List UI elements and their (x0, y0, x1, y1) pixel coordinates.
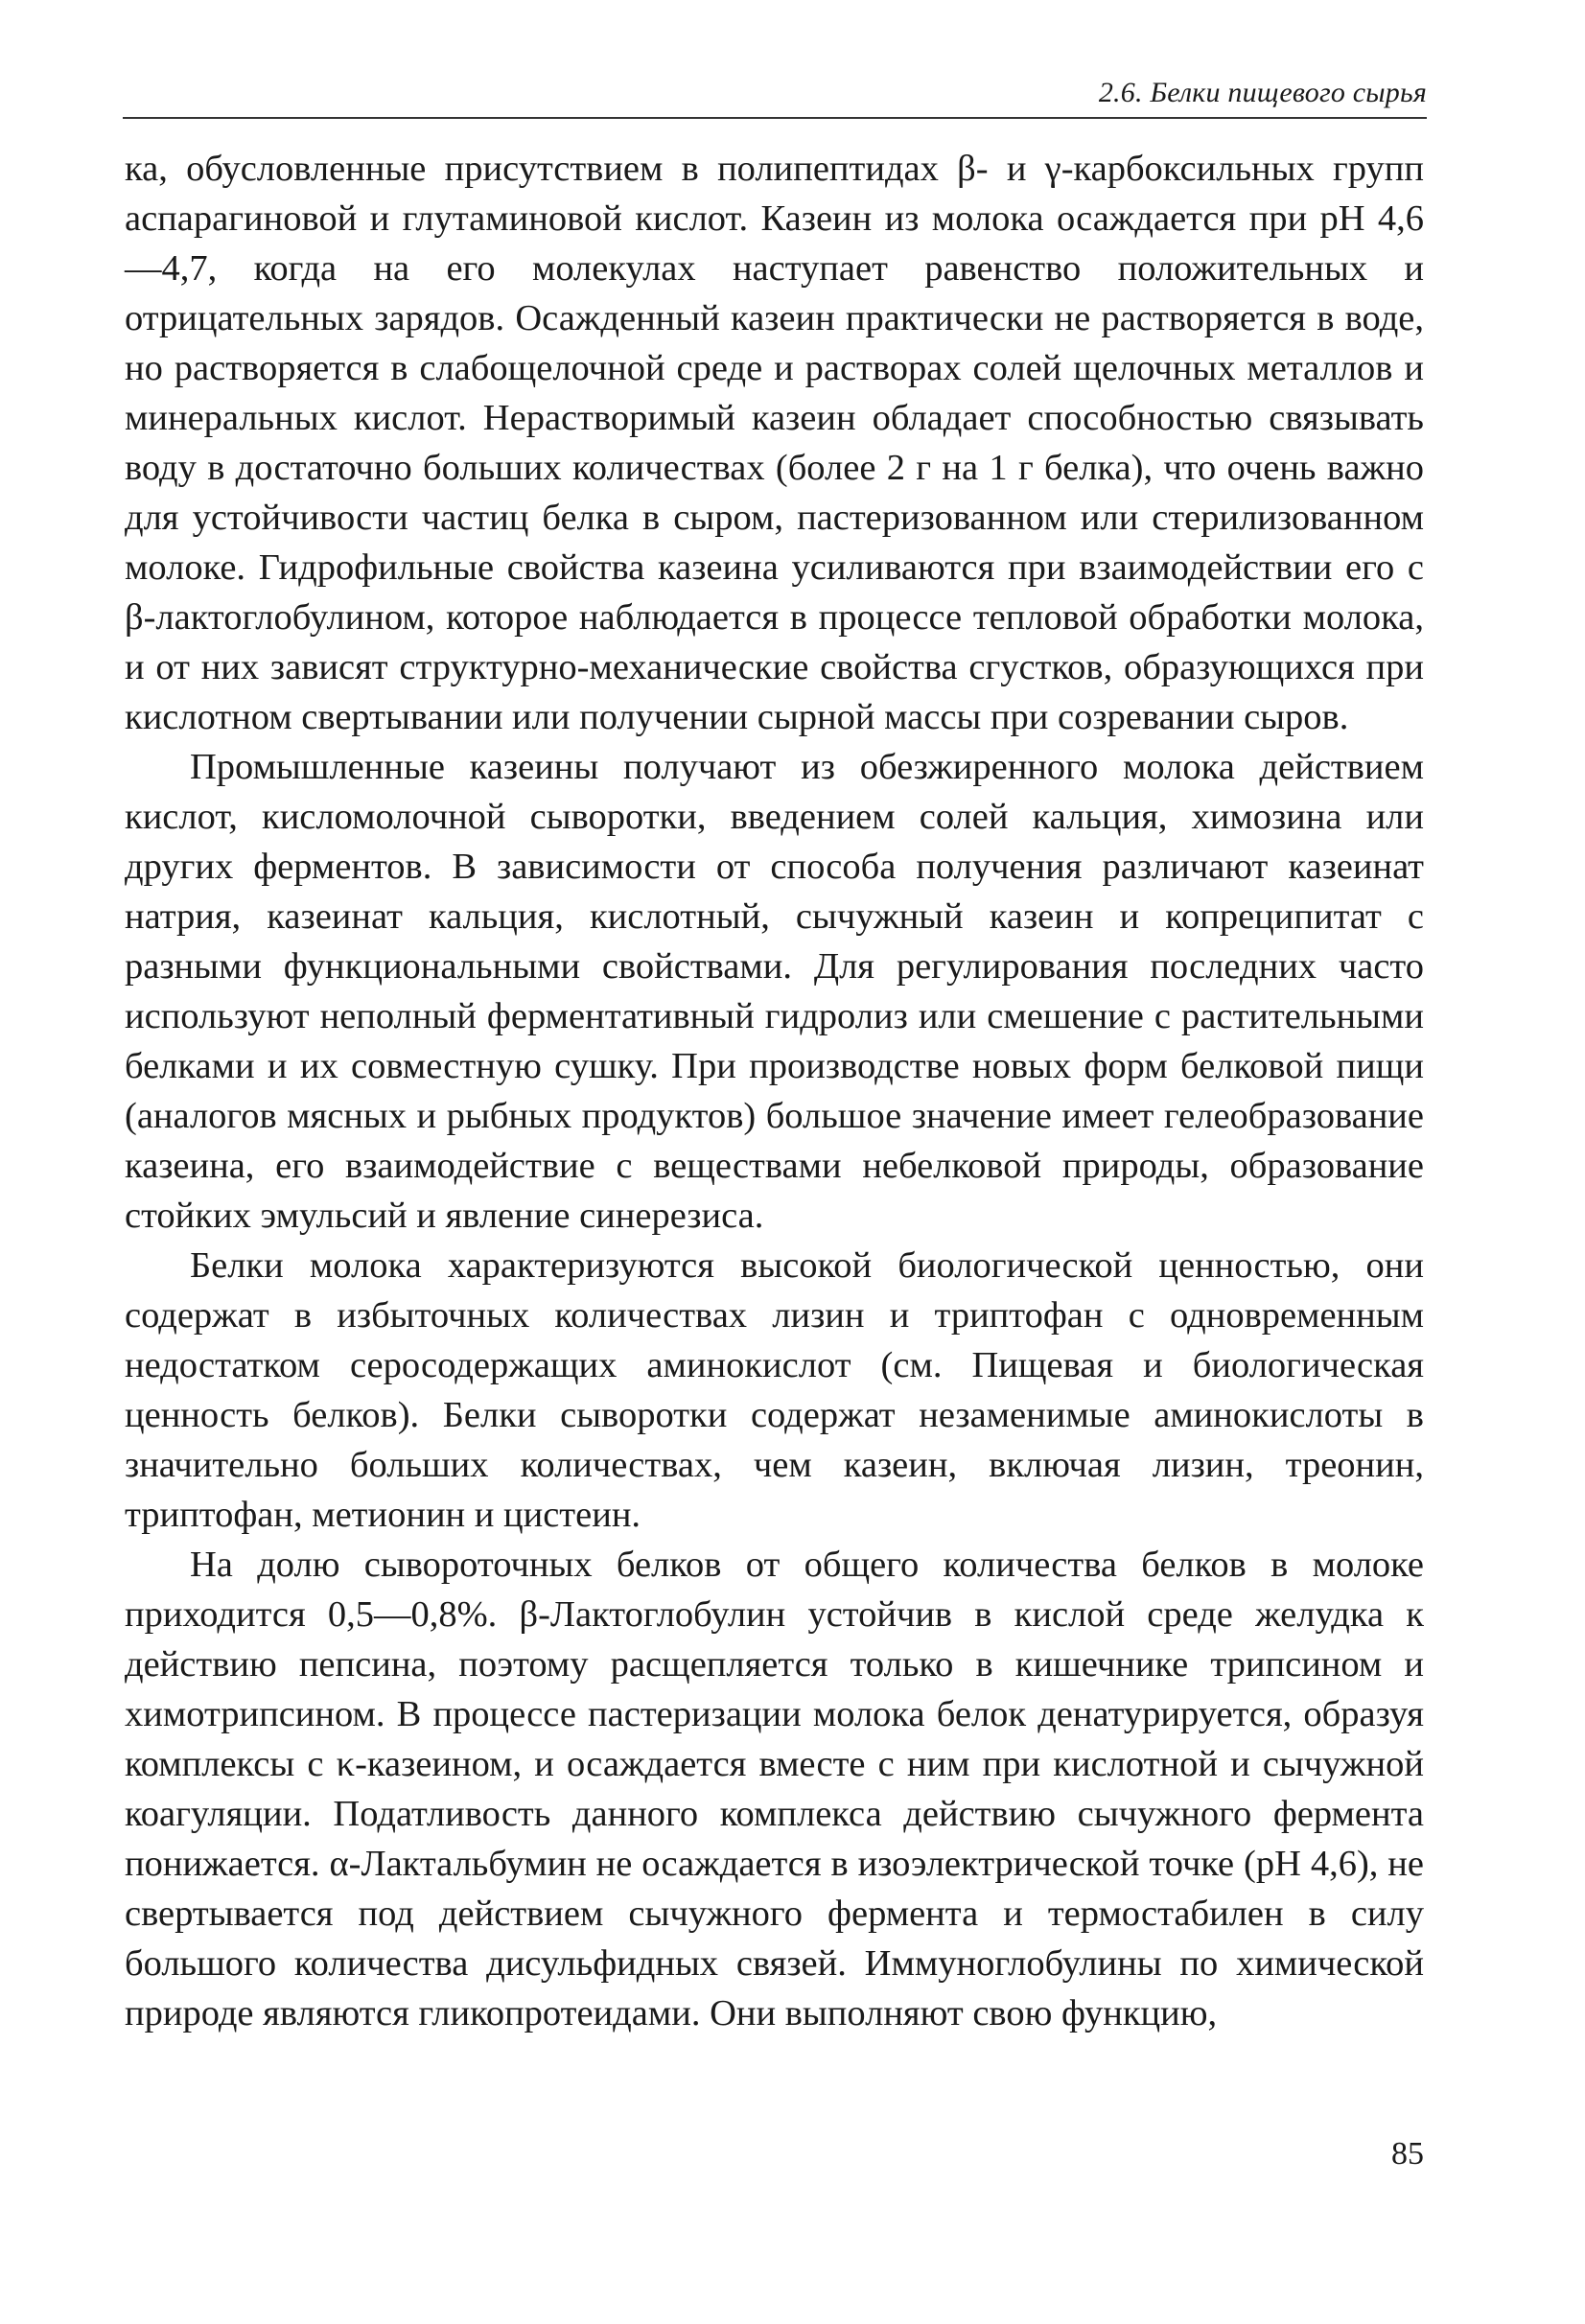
paragraph-continued: ка, обусловленные присутствием в полипептидах β- и γ-карбоксильных групп аспарагиновой и глутаминовой кислот. Казеин из молока осаждается при рН 4,6—4,7, когда на его молекулах наступает равенство положительных и отрицательных зарядов. Осажденный казеин практически не растворяется в воде, но растворяется в слабощелочной среде и растворах солей щелочных металлов и минеральных кислот. Нерастворимый казеин обладает способностью связывать воду в достаточно больших количествах (более 2 г на 1 г белка), что очень важно для устойчивости частиц белка в сыром, пастеризованном или стерилизованном молоке. Гидрофильные свойства казеина усиливаются при взаимодействии его с β-лактоглобулином, которое наблюдается в процессе тепловой обработки молока, и от них зависят структурно-механические свойства сгустков, образующихся при кислотном свертывании или получении сырной массы при созревании сыров. (125, 149, 1424, 737)
paragraph: Промышленные казеины получают из обезжиренного молока действием кислот, кисломолочной сыворотки, введением солей кальция, химозина или других ферментов. В зависимости от способа получения различают казеинат натрия, казеинат кальция, кислотный, сычужный казеин и копреципитат с разными функциональными свойствами. Для регулирования последних часто используют неполный ферментативный гидролиз или смешение с растительными белками и их совместную сушку. При производстве новых форм белковой пищи (аналогов мясных и рыбных продуктов) большое значение имеет гелеобразование казеина, его взаимодействие с веществами небелковой природы, образование стойких эмульсий и явление синерезиса. (125, 747, 1424, 1236)
page-number: 85 (1391, 2136, 1424, 2172)
paragraph: Белки молока характеризуются высокой биологической ценностью, они содержат в избыточных количествах лизин и триптофан с одновременным недостатком серосодержащих аминокислот (см. Пищевая и биологическая ценность белков). Белки сыворотки содержат незаменимые аминокислоты в значительно больших количествах, чем казеин, включая лизин, треонин, триптофан, метионин и цистеин. (125, 1245, 1424, 1535)
paragraph: На долю сывороточных белков от общего количества белков в молоке приходится 0,5—0,8%. β-Лактоглобулин устойчив в кислой среде желудка к действию пепсина, поэтому расщепляется только в кишечнике трипсином и химотрипсином. В процессе пастеризации молока белок денатурируется, образуя комплексы с κ-казеином, и осаждается вместе с ним при кислотной и сычужной коагуляции. Податливость данного комплекса действию сычужного фермента понижается. α-Лактальбумин не осаждается в изоэлектрической точке (рН 4,6), не свертывается под действием сычужного фермента и термостабилен в силу большого количества дисульфидных связей. Иммуноглобулины по химической природе являются гликопротеидами. Они выполняют свою функцию, (125, 1545, 1424, 2034)
body-text (125, 144, 1424, 2038)
running-header (123, 69, 1427, 119)
running-header-title: 2.6. Белки пищевого сырья (1098, 77, 1427, 108)
